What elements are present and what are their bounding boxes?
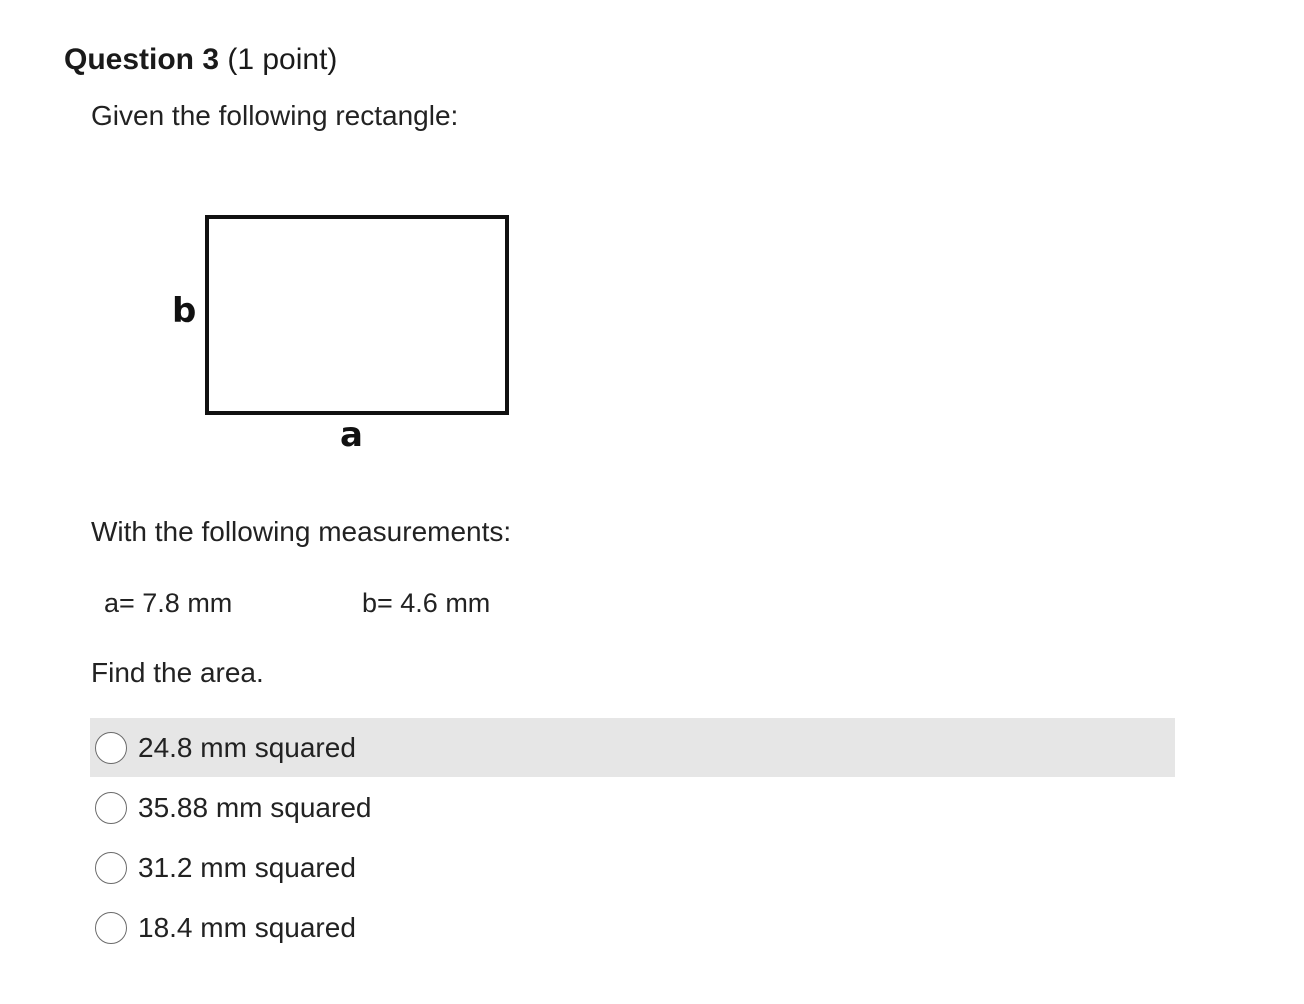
rectangle-figure (160, 205, 530, 465)
measurement-a: a= 7.8 mm (104, 588, 233, 618)
answer-options (90, 718, 1175, 958)
radio-button[interactable] (95, 912, 127, 944)
side-label-a: a (340, 415, 363, 455)
answer-option-label: 35.88 mm squared (138, 791, 372, 823)
question-points: (1 point) (219, 43, 338, 76)
find-area-text: Find the area. (91, 657, 264, 688)
radio-button[interactable] (95, 732, 127, 764)
radio-button[interactable] (95, 792, 127, 824)
measurement-b: b= 4.6 mm (362, 588, 491, 618)
side-label-b: b (172, 291, 197, 331)
question-intro-text: Given the following rectangle: (91, 100, 459, 131)
radio-button[interactable] (95, 852, 127, 884)
answer-option[interactable] (90, 838, 1175, 897)
measurements-intro-text: With the following measurements: (91, 516, 512, 547)
answer-option-label: 31.2 mm squared (138, 851, 356, 883)
question-title: Question 3 (64, 43, 220, 76)
rectangle-shape (205, 215, 509, 415)
answer-option-label: 18.4 mm squared (138, 911, 356, 943)
answer-option-label: 24.8 mm squared (138, 731, 356, 763)
answer-option[interactable] (90, 778, 1175, 837)
answer-option[interactable] (90, 718, 1175, 777)
answer-option[interactable] (90, 898, 1175, 957)
question-header (64, 40, 337, 80)
